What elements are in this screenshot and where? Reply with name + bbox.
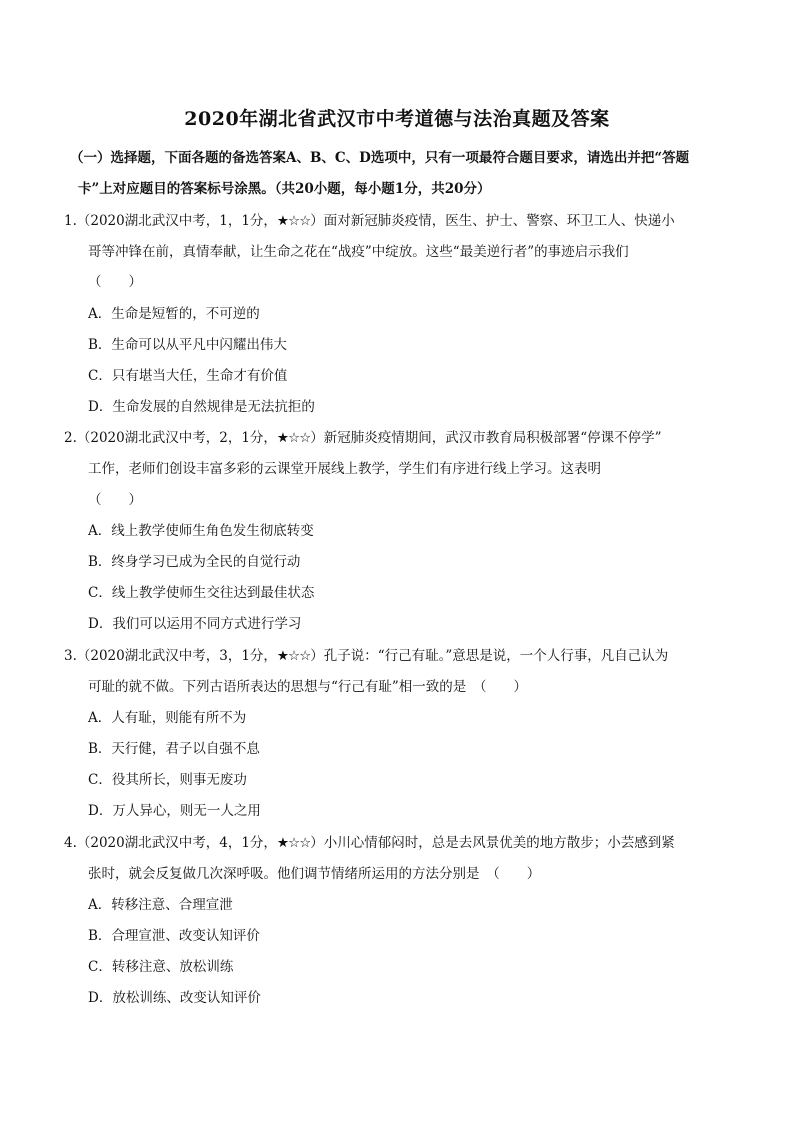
question-2-option-c: C．线上教学使师生交往达到最佳状态 — [88, 585, 315, 601]
page-title: 2020年湖北省武汉市中考道德与法治真题及答案 — [184, 108, 610, 130]
instructions-line-2: 卡”上对应题目的答案标号涂黑。（共20小题，每小题1分，共20分） — [78, 181, 491, 197]
question-1-source: 1.（2020湖北武汉中考，1，1分， — [64, 213, 277, 229]
question-3-option-c: C．役其所长，则事无废功 — [88, 772, 247, 788]
question-4-source: 4.（2020湖北武汉中考，4，1分， — [64, 835, 277, 851]
question-4-option-c: C．转移注意、放松训练 — [88, 959, 234, 975]
instructions-line-1: （一）选择题，下面各题的备选答案A、B、C、D选项中，只有一项最符合题目要求，请选出并把“答题 — [70, 150, 690, 166]
question-4-line-1 — [64, 831, 675, 851]
question-4-stem-2: 张时，就会反复做几次深呼吸。他们调节情绪所运用的方法分别是 （ ） — [88, 866, 541, 882]
question-3-source: 3.（2020湖北武汉中考，3，1分， — [64, 648, 277, 664]
question-2-line-1 — [64, 426, 662, 446]
question-1-stem-1: ）面对新冠肺炎疫情，医生、护士、警察、环卫工人、快递小 — [310, 213, 675, 229]
question-3-line-1 — [64, 644, 668, 664]
question-4-option-d: D．放松训练、改变认知评价 — [88, 990, 261, 1006]
difficulty-stars-icon: ★☆☆ — [276, 213, 311, 229]
question-4-option-a: A．转移注意、合理宣泄 — [88, 897, 233, 913]
difficulty-stars-icon: ★☆☆ — [276, 648, 311, 664]
question-1-stem-2: 哥等冲锋在前，真情奉献，让生命之花在“战疫”中绽放。这些“最美逆行者”的事迹启示我们 — [88, 244, 629, 260]
question-2-option-a: A．线上教学使师生角色发生彻底转变 — [88, 523, 314, 539]
question-2-option-b: B．终身学习已成为全民的自觉行动 — [88, 554, 301, 570]
question-3-option-a: A．人有耻，则能有所不为 — [88, 710, 247, 726]
question-1-option-c: C．只有堪当大任，生命才有价值 — [88, 368, 288, 384]
question-2-stem-1: ）新冠肺炎疫情期间，武汉市教育局积极部署“停课不停学” — [310, 430, 662, 446]
question-1-option-a: A．生命是短暂的，不可逆的 — [88, 306, 260, 322]
question-3-option-b: B．天行健，君子以自强不息 — [88, 741, 260, 757]
question-1-line-1 — [64, 209, 675, 229]
question-2-option-d: D．我们可以运用不同方式进行学习 — [88, 616, 302, 632]
difficulty-stars-icon: ★☆☆ — [276, 430, 311, 446]
question-1-option-b: B．生命可以从平凡中闪耀出伟大 — [88, 337, 287, 353]
question-1-option-d: D．生命发展的自然规律是无法抗拒的 — [88, 399, 315, 415]
question-1-answer-blank: （ ） — [88, 274, 142, 290]
question-3-option-d: D．万人异心，则无一人之用 — [88, 803, 261, 819]
question-4-stem-1: ）小川心情郁闷时，总是去风景优美的地方散步；小芸感到紧 — [310, 835, 675, 851]
question-4-option-b: B．合理宣泄、改变认知评价 — [88, 928, 260, 944]
question-3-stem-1: ）孔子说：“行己有耻。”意思是说，一个人行事，凡自己认为 — [310, 648, 669, 664]
difficulty-stars-icon: ★☆☆ — [276, 835, 311, 851]
question-3-stem-2: 可耻的就不做。下列古语所表达的思想与“行己有耻”相一致的是 （ ） — [88, 679, 528, 695]
question-2-stem-2: 工作，老师们创设丰富多彩的云课堂开展线上教学，学生们有序进行线上学习。这表明 — [88, 461, 601, 477]
question-2-source: 2.（2020湖北武汉中考，2，1分， — [64, 430, 277, 446]
question-2-answer-blank: （ ） — [88, 492, 142, 508]
